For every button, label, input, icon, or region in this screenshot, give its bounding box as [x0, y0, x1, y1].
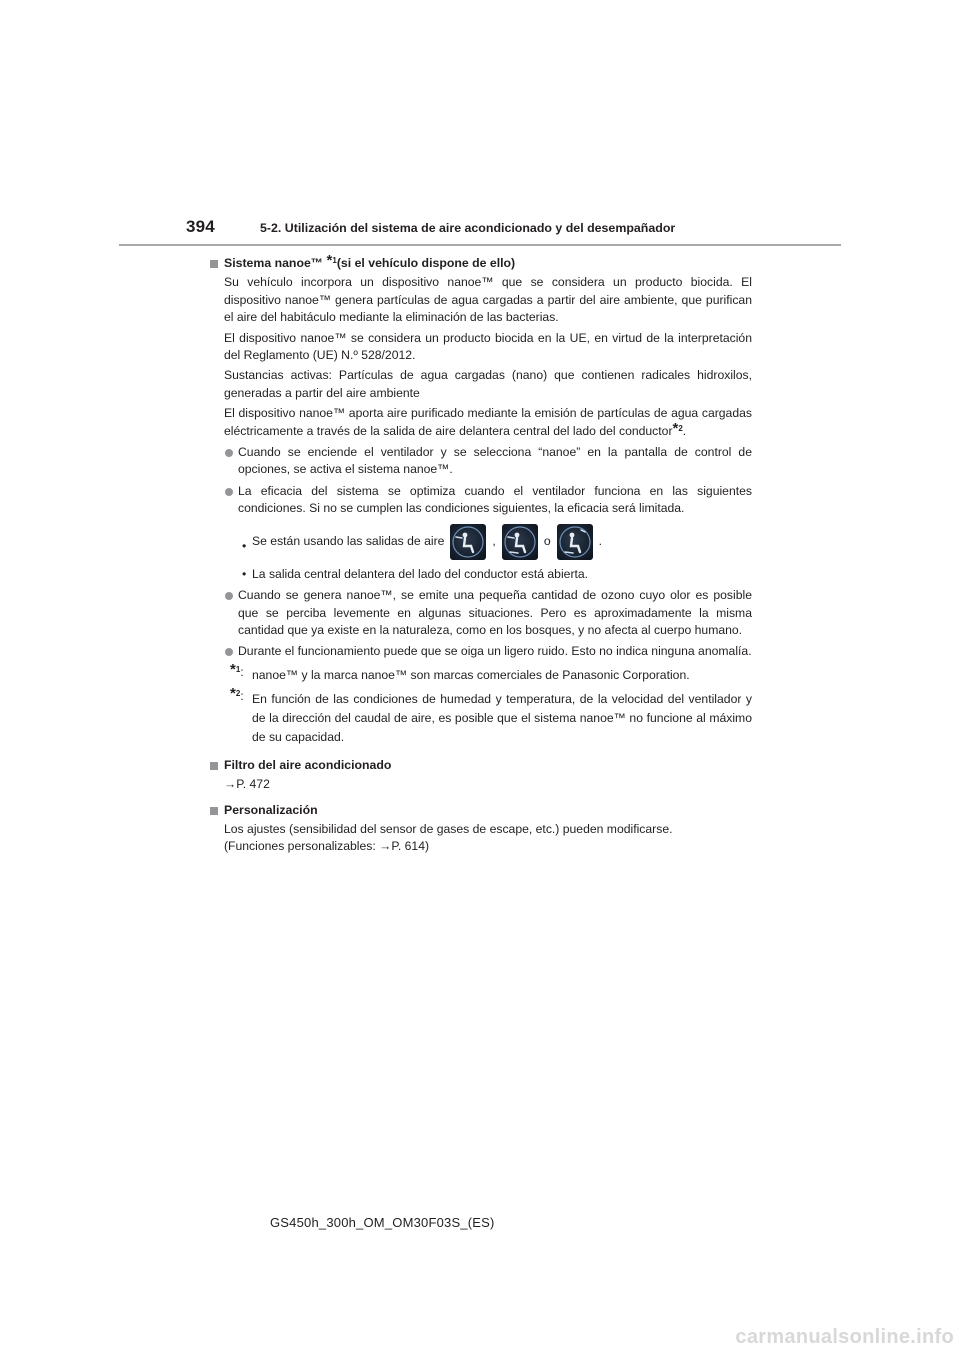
heading-personalization — [208, 802, 752, 819]
sub-item-text: La salida central delantera del lado del conductor está abierta. — [252, 566, 589, 581]
paragraph-end: . — [682, 423, 687, 438]
sub-item-text: Se están usando las salidas de aire — [252, 533, 445, 548]
document-code: GS450h_300h_OM_OM30F03S_(ES) — [270, 1215, 495, 1230]
bullet-text: Durante el funcionamiento puede que se oiga un ligero ruido. Esto no indica ninguna anomalía. — [238, 644, 752, 659]
footnote-asterisk: * — [672, 419, 679, 437]
header-rule — [119, 244, 841, 246]
footnote-marker — [230, 660, 244, 682]
paragraph: Sustancias activas: Partículas de agua cargadas (nano) que contienen radicales hidroxilos, generadas a partir del aire ambiente — [224, 368, 752, 400]
footnote-number: 1 — [332, 256, 337, 265]
heading-nanoe-condition: (si el vehículo dispone de ello) — [336, 256, 516, 270]
heading-personalization-text: Personalización — [224, 802, 318, 817]
footnote-asterisk: * — [230, 684, 236, 702]
heading-nanoe-text: Sistema nanoe™ — [224, 256, 327, 270]
footnote-asterisk: * — [230, 660, 236, 678]
bullet-item — [208, 587, 752, 639]
sub-item-end: . — [598, 533, 602, 548]
bullet-dot-icon — [225, 648, 233, 656]
heading-nanoe — [208, 252, 752, 272]
paragraph-text: El dispositivo nanoe™ aporta aire purificado mediante la emisión de partículas de agua cargadas eléctricamente a través de la salida de aire delantera central del lado del conductor — [224, 406, 752, 438]
page-header — [186, 217, 846, 245]
bullet-dot-icon — [225, 488, 233, 496]
heading-square-icon — [210, 762, 218, 770]
footnote-number: 2 — [235, 688, 241, 698]
separator: o — [543, 533, 551, 548]
sub-bullet-mark: • — [242, 538, 247, 553]
bullet-dot-icon — [225, 449, 233, 457]
heading-filter — [208, 757, 752, 774]
bullet-item — [208, 643, 752, 660]
bullet-text: Cuando se enciende el ventilador y se selecciona “nanoe” en la pantalla de control de opciones, se activa el sistema nanoe™. — [238, 445, 752, 477]
section-title: 5-2. Utilización del sistema de aire acondicionado y del desempañador — [260, 221, 676, 235]
page-number: 394 — [186, 217, 215, 236]
footnote-asterisk: * — [326, 252, 333, 269]
bullet-dot-icon — [225, 592, 233, 600]
heading-square-icon — [210, 807, 218, 815]
footnote-text: En función de las condiciones de humedad y temperatura, de la velocidad del ventilador y de la dirección del caudal de aire, es posible que el sistema nanoe™ no funcione al máximo de su capacidad. — [252, 691, 752, 744]
footnote-text: nanoe™ y la marca nanoe™ son marcas comerciales de Panasonic Corporation. — [252, 667, 690, 682]
footnote-1 — [208, 660, 752, 685]
bullet-item — [208, 483, 752, 518]
bullet-text: La eficacia del sistema se optimiza cuando el ventilador funciona en las siguientes condiciones. Si no se cumplen las condiciones siguientes, la eficacia será limitada. — [238, 483, 752, 516]
footnote-marker — [230, 684, 244, 706]
vent-face-feet-mode-icon — [502, 524, 538, 560]
footnote-colon: : — [240, 688, 244, 703]
sub-item — [208, 566, 752, 583]
heading-square-icon — [210, 260, 218, 268]
paragraph: Los ajustes (sensibilidad del sensor de gases de escape, etc.) pueden modificarse. — [224, 821, 673, 836]
vent-face-mode-icon — [450, 524, 486, 560]
page-reference-link[interactable]: (Funciones personalizables: →P. 614) — [224, 839, 430, 854]
footnote-number: 1 — [235, 664, 241, 674]
paragraph: El dispositivo nanoe™ se considera un producto biocida en la UE, en virtud de la interpretación del Reglamento (UE) N.º 528/2012. — [224, 330, 752, 363]
paragraph — [208, 405, 752, 440]
watermark[interactable]: carmanualsonline.info — [735, 1326, 954, 1348]
footnote-colon: : — [240, 664, 244, 679]
sub-bullet-mark: • — [242, 566, 247, 581]
page-content — [208, 253, 752, 856]
footnote-number: 2 — [678, 423, 683, 433]
bullet-item — [208, 444, 752, 479]
vent-feet-mode-icon — [557, 524, 593, 560]
footnote-2 — [208, 684, 752, 747]
heading-filter-text: Filtro del aire acondicionado — [224, 757, 392, 772]
sub-item-vents — [208, 524, 752, 560]
bullet-text: Cuando se genera nanoe™, se emite una pequeña cantidad de ozono cuyo olor es posible que se perciba levemente en algunas situaciones. Pero es aproximadamente la misma cantidad que ya existe en la naturaleza, como en los bosques, y no afecta al cuerpo humano. — [238, 588, 752, 637]
paragraph: Su vehículo incorpora un dispositivo nanoe™ que se considera un producto biocida. El dispositivo nanoe™ genera partículas de agua cargadas a partir del aire ambiente, que purifican el aire del habitáculo mediante la eliminación de las bacterias. — [224, 275, 752, 325]
separator: , — [492, 533, 496, 548]
page-reference-link[interactable]: →P. 472 — [224, 777, 270, 792]
